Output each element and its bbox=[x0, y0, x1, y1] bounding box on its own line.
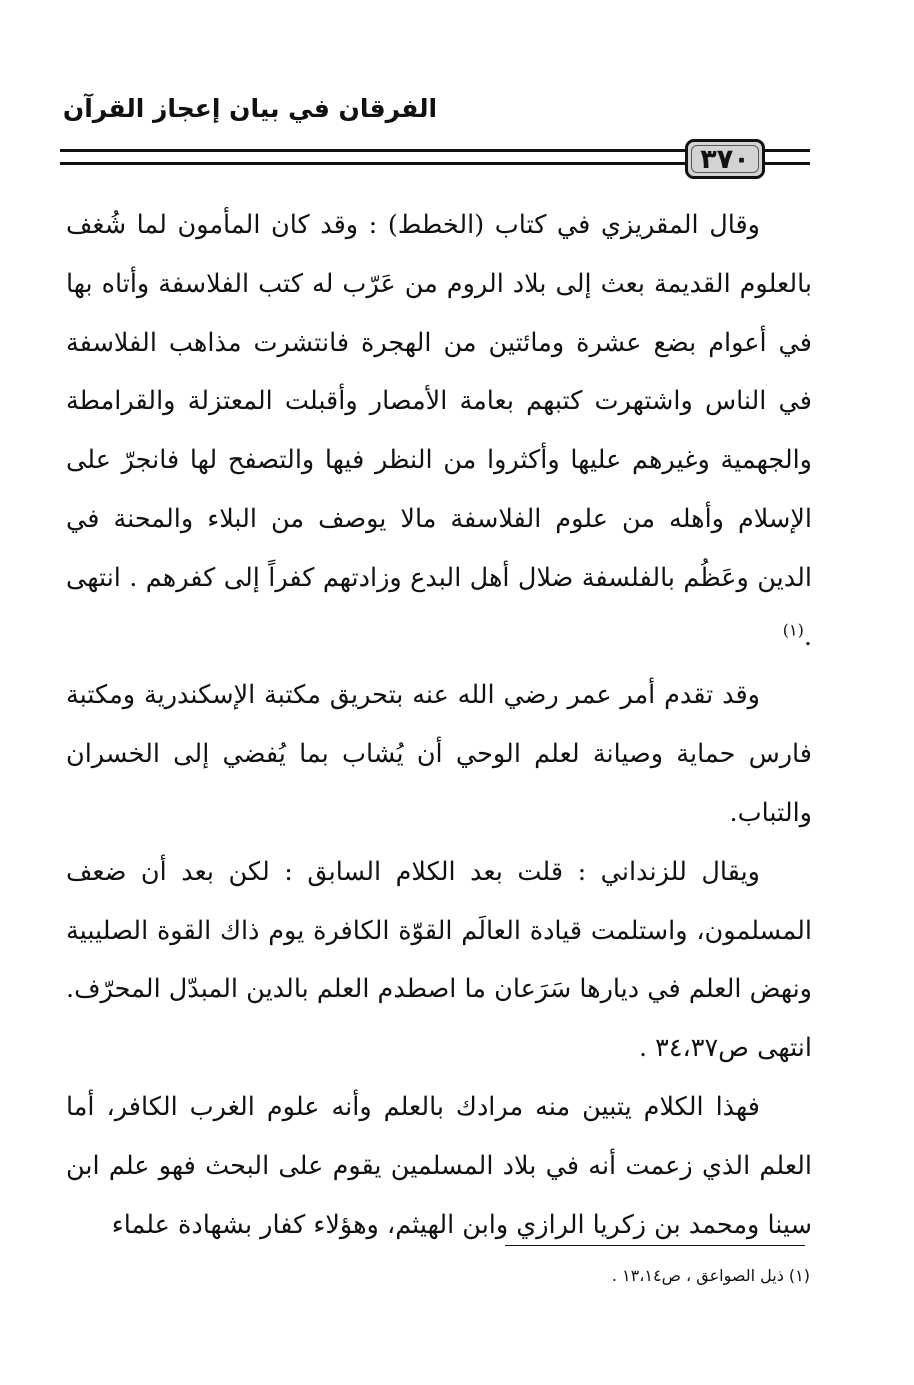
page-number-badge bbox=[685, 139, 765, 179]
page-number: ٣٧٠ bbox=[700, 143, 750, 175]
header-rule-bottom bbox=[60, 162, 685, 165]
book-title: الفرقان في بيان إعجاز القرآن bbox=[62, 94, 438, 123]
footnote-reference: (١) bbox=[782, 620, 804, 640]
main-text bbox=[66, 196, 812, 1254]
header-rule-top bbox=[60, 149, 685, 152]
paragraph-1-text: وقال المقريزي في كتاب (الخطط) : وقد كان المأمون لما شُغف بالعلوم القديمة بعث إلى بلاد الروم من عَرّب له كتب الفلاسفة وأتاه بها في أعوام بضع عشرة ومائتين من الهجرة فانتشرت مذاهب الفلاسفة في الناس واشتهرت كتبهم بعامة الأمصار وأقبلت المعتزلة والقرامطة والجهمية وغيرهم عليها وأكثروا من النظر فيها والتصفح لها فانجرّ على الإسلام وأهله من علوم الفلاسفة مالا يوصف من البلاء والمحنة في الدين وعَظُم بالفلسفة ضلال أهل البدع وزادتهم كفراً إلى كفرهم . انتهى . bbox=[66, 210, 812, 652]
header-rule-right-top bbox=[765, 149, 810, 152]
footnote-1: (١) ذيل الصواعق ، ص١٣،١٤ . bbox=[611, 1266, 810, 1285]
paragraph-1 bbox=[66, 196, 812, 666]
paragraph-2: وقد تقدم أمر عمر رضي الله عنه بتحريق مكتبة الإسكندرية ومكتبة فارس حماية وصيانة لعلم الوحي أن يُشاب بما يُفضي إلى الخسران والتباب. bbox=[66, 680, 812, 828]
footnote-separator bbox=[505, 1245, 805, 1246]
paragraph-4: فهذا الكلام يتبين منه مرادك بالعلم وأنه علوم الغرب الكافر، أما العلم الذي زعمت أنه في بلاد المسلمين يقوم على البحث فهو علم ابن سينا ومحمد بن زكريا الرازي وابن الهيثم، وهؤلاء كفار بشهادة علماء bbox=[66, 1091, 812, 1240]
header-rule-right-bottom bbox=[765, 162, 810, 165]
paragraph-3: ويقال للزنداني : قلت بعد الكلام السابق : لكن بعد أن ضعف المسلمون، واستلمت قيادة العالَم القوّة الكافرة يوم ذاك القوة الصليبية ونهض العلم في ديارها سَرَعان ما اصطدم العلم بالدين المبدّل المحرّف. انتهى ص٣٤،٣٧ . bbox=[66, 856, 812, 1064]
